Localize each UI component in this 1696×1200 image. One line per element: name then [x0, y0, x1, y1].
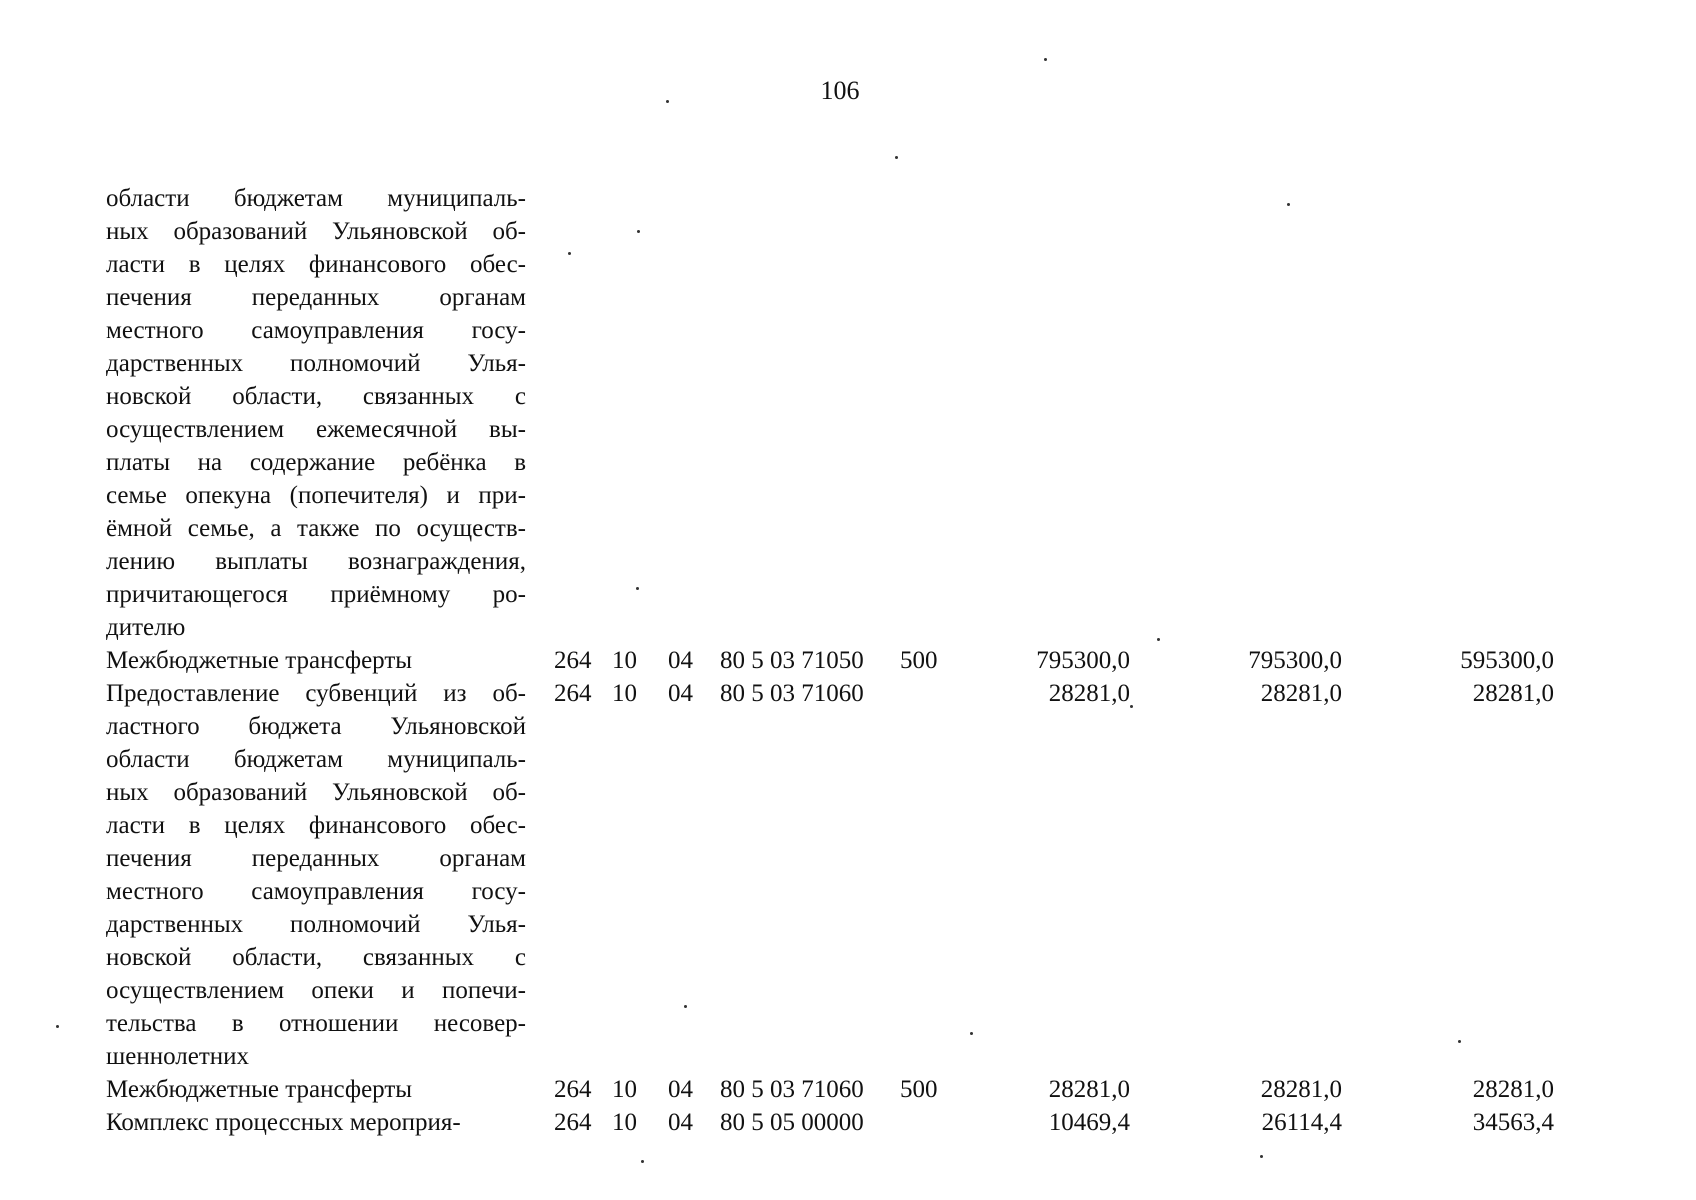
scan-speck [56, 1025, 59, 1028]
description-line: лению выплаты вознаграждения, [106, 548, 526, 575]
cell-s1: 28281,0 [1048, 680, 1130, 707]
row-description [106, 1073, 526, 1106]
cell-s3: 28281,0 [1472, 680, 1554, 707]
cell-ved: 264 [554, 647, 592, 674]
scan-speck [568, 252, 571, 255]
cell-s2: 26114,4 [1261, 1109, 1342, 1136]
scan-speck [641, 1160, 644, 1163]
description-line: ёмной семье, а также по осуществ- [106, 515, 526, 542]
description-line: печения переданных органам [106, 845, 526, 872]
description-line: шеннолетних [106, 1043, 250, 1070]
description-line: Предоставление субвенций из об- [106, 680, 526, 707]
row-description [106, 182, 526, 644]
cell-s3: 28281,0 [1472, 1076, 1554, 1103]
cell-rz: 10 [612, 680, 637, 707]
cell-s1: 10469,4 [1048, 1109, 1130, 1136]
cell-csr: 80 5 03 71060 [720, 1076, 864, 1103]
cell-csr: 80 5 03 71060 [720, 680, 864, 707]
description-line: Межбюджетные трансферты [106, 1076, 413, 1103]
cell-pr: 04 [668, 1076, 693, 1103]
cell-csr: 80 5 03 71050 [720, 647, 864, 674]
description-line: ласти в целях финансового обес- [106, 812, 526, 839]
row-description [106, 677, 526, 1073]
description-line: семье опекуна (попечителя) и при- [106, 482, 526, 509]
cell-s2: 28281,0 [1260, 680, 1342, 707]
scan-speck [636, 587, 639, 590]
description-line: области бюджетам муниципаль- [106, 185, 526, 212]
cell-csr: 80 5 05 00000 [720, 1109, 864, 1136]
cell-s2: 795300,0 [1248, 647, 1342, 674]
scan-speck [684, 1005, 687, 1008]
description-line: ных образований Ульяновской об- [106, 779, 526, 806]
table-row [106, 677, 1566, 1073]
description-line: дителю [106, 614, 186, 641]
description-line: печения переданных органам [106, 284, 526, 311]
description-line: платы на содержание ребёнка в [106, 449, 526, 476]
description-line: дарственных полномочий Улья- [106, 911, 526, 938]
cell-vr: 500 [900, 647, 938, 674]
description-line: причитающегося приёмному ро- [106, 581, 526, 608]
cell-s3: 595300,0 [1460, 647, 1554, 674]
table-row [106, 1106, 1566, 1139]
description-line: Комплекс процессных мероприя- [106, 1109, 461, 1136]
table-row [106, 1073, 1566, 1106]
row-description [106, 1106, 526, 1139]
description-line: осуществлением ежемесячной вы- [106, 416, 526, 443]
budget-table [106, 182, 1566, 1139]
row-description [106, 644, 526, 677]
description-line: области бюджетам муниципаль- [106, 746, 526, 773]
scan-speck [1130, 705, 1133, 708]
scan-speck [666, 100, 669, 103]
scan-speck [970, 1032, 973, 1035]
cell-ved: 264 [554, 680, 592, 707]
description-line: ластного бюджета Ульяновской [106, 713, 526, 740]
cell-s1: 28281,0 [1048, 1076, 1130, 1103]
table-row [106, 644, 1566, 677]
cell-pr: 04 [668, 1109, 693, 1136]
scan-speck [1458, 1040, 1461, 1043]
cell-rz: 10 [612, 647, 637, 674]
scan-speck [1044, 58, 1047, 61]
table-row [106, 182, 1566, 644]
description-line: ласти в целях финансового обес- [106, 251, 526, 278]
cell-s1: 795300,0 [1036, 647, 1130, 674]
cell-ved: 264 [554, 1076, 592, 1103]
scan-speck [1260, 1155, 1263, 1158]
cell-pr: 04 [668, 680, 693, 707]
cell-s3: 34563,4 [1472, 1109, 1554, 1136]
scan-speck [1287, 203, 1290, 206]
scan-speck [895, 156, 898, 159]
description-line: новской области, связанных с [106, 944, 526, 971]
description-line: тельства в отношении несовер- [106, 1010, 526, 1037]
description-line: ных образований Ульяновской об- [106, 218, 526, 245]
scan-speck [1157, 638, 1160, 641]
description-line: местного самоуправления госу- [106, 317, 526, 344]
cell-ved: 264 [554, 1109, 592, 1136]
description-line: Межбюджетные трансферты [106, 647, 413, 674]
description-line: новской области, связанных с [106, 383, 526, 410]
description-line: местного самоуправления госу- [106, 878, 526, 905]
description-line: осуществлением опеки и попечи- [106, 977, 526, 1004]
cell-rz: 10 [612, 1109, 637, 1136]
cell-pr: 04 [668, 647, 693, 674]
cell-s2: 28281,0 [1260, 1076, 1342, 1103]
cell-vr: 500 [900, 1076, 938, 1103]
scan-speck [637, 230, 640, 233]
cell-rz: 10 [612, 1076, 637, 1103]
page-number: 106 [820, 76, 860, 105]
description-line: дарственных полномочий Улья- [106, 350, 526, 377]
